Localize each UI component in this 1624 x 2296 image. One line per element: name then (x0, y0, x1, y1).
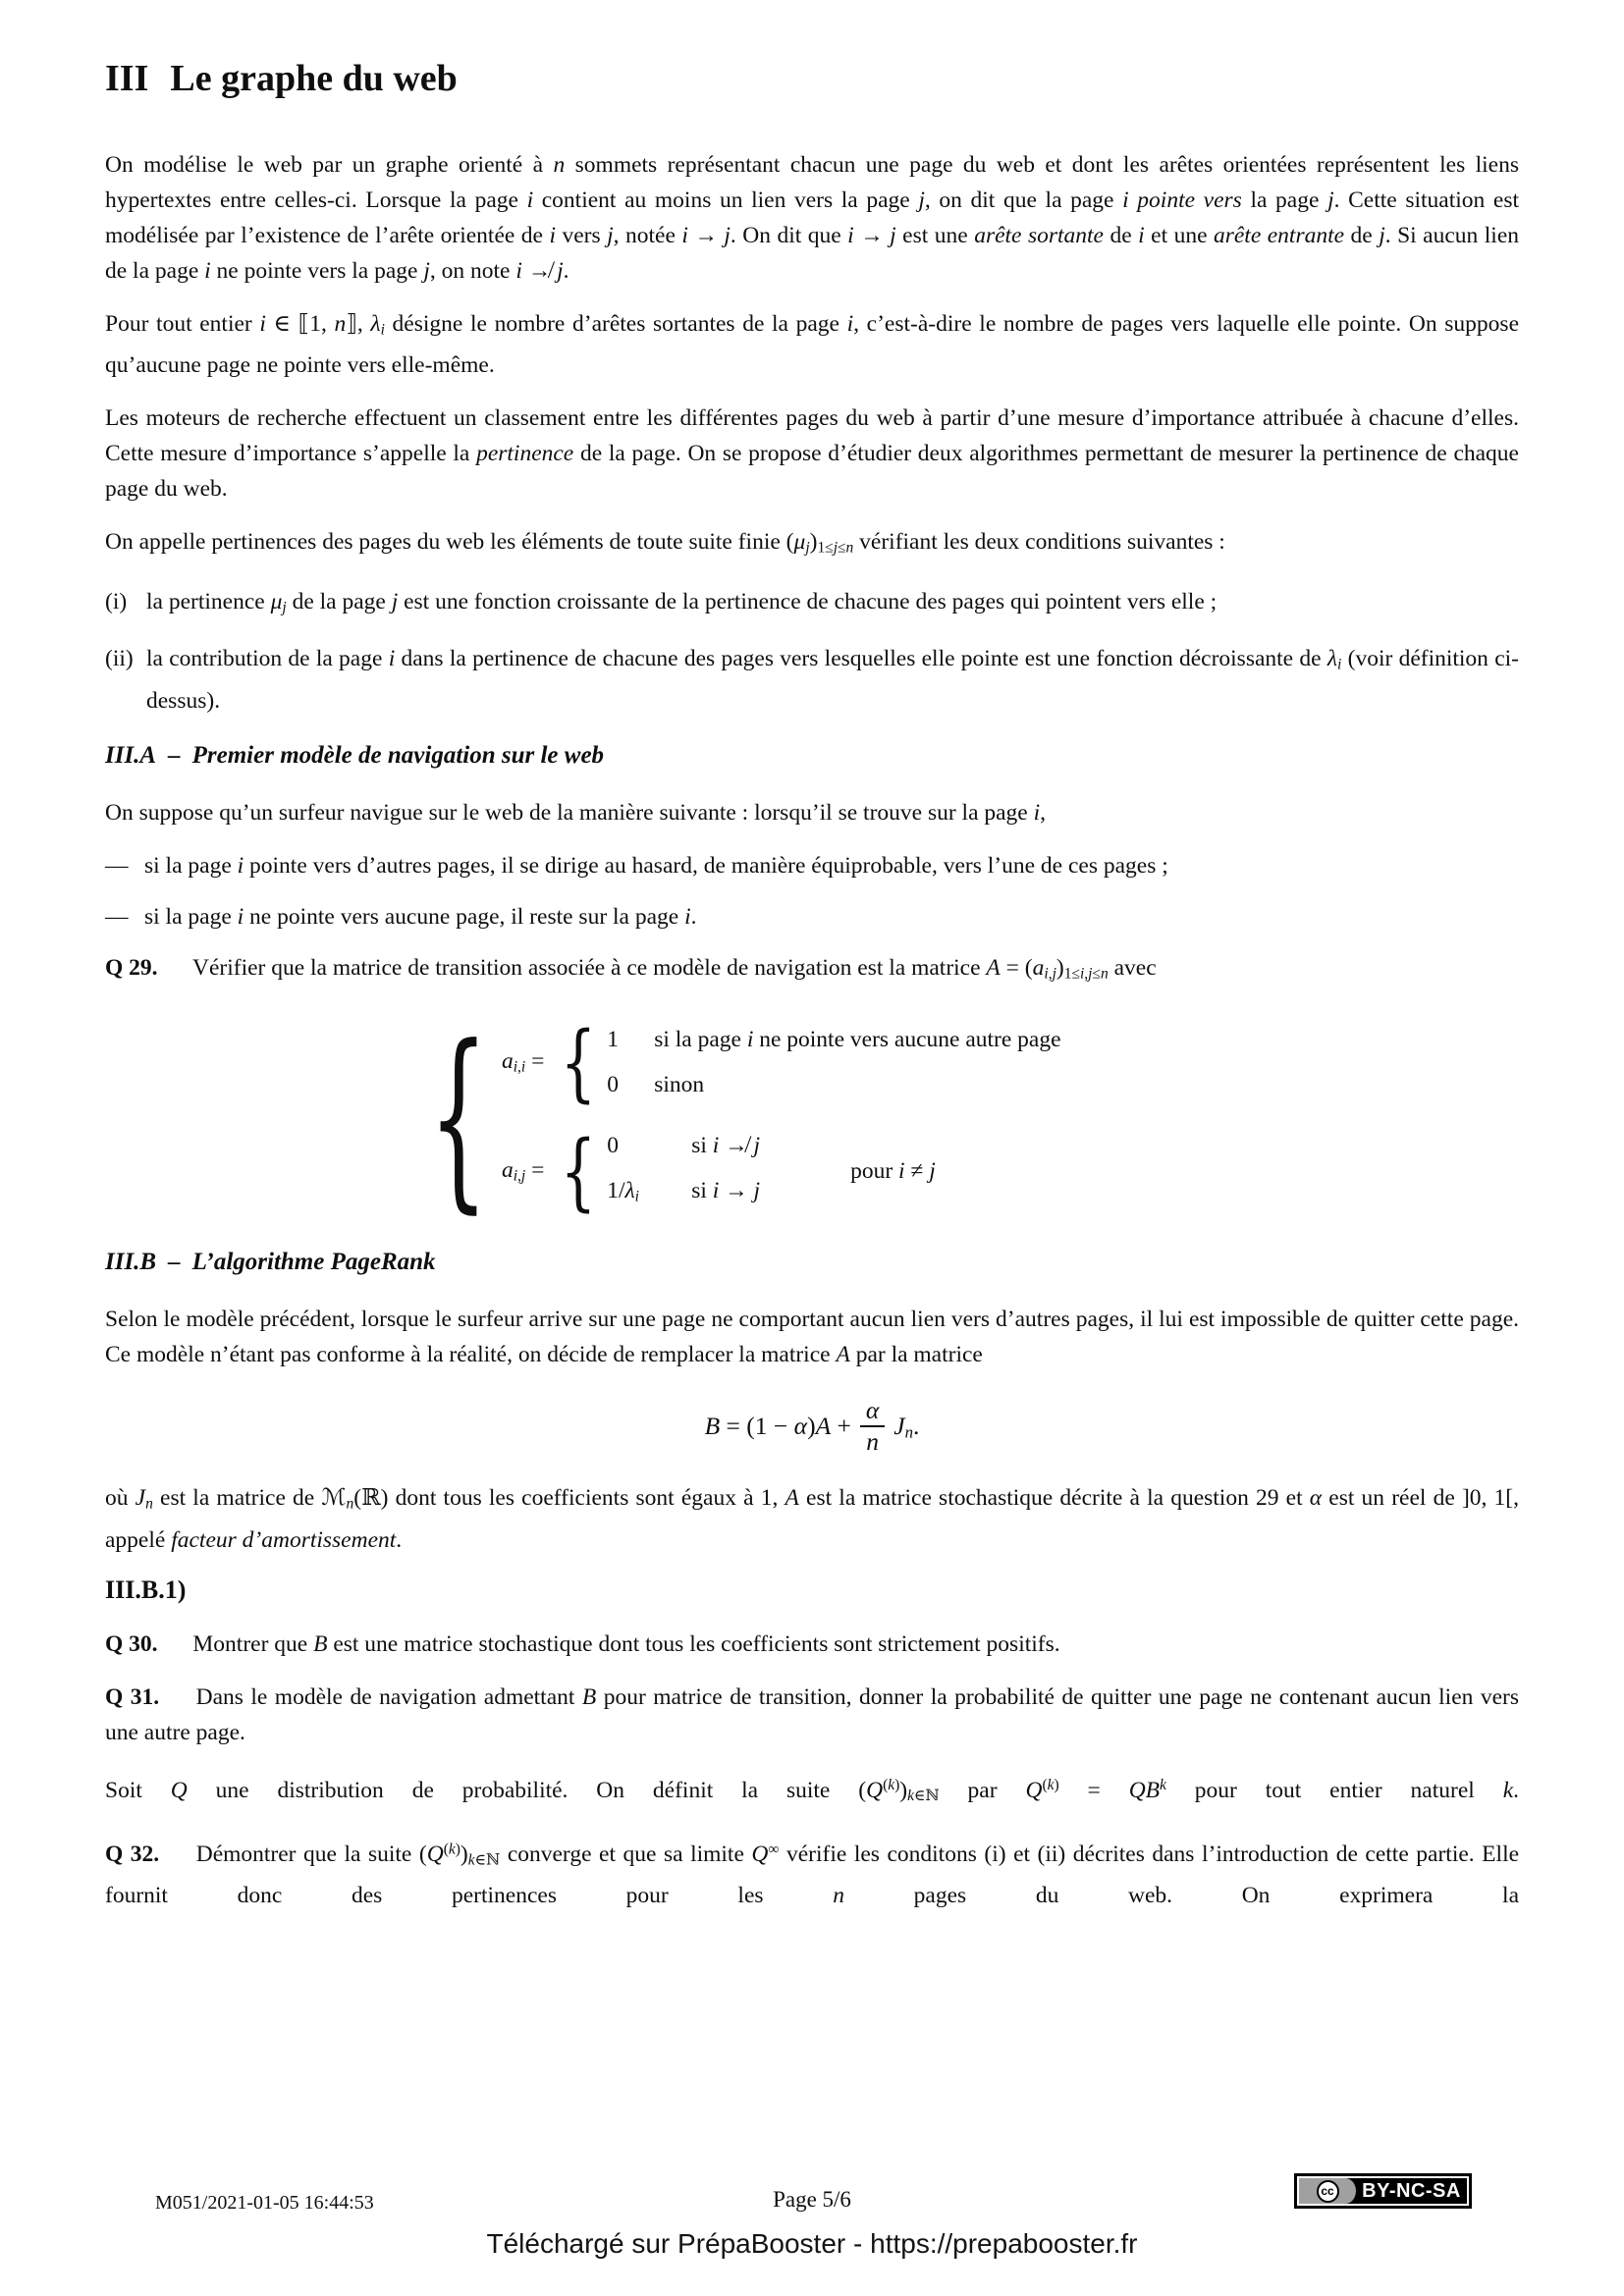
case-line (607, 1127, 760, 1164)
equation-rhs: $J_n$. (893, 1411, 920, 1442)
question-29 (105, 950, 1519, 991)
case-line (607, 1066, 1060, 1103)
cc-logo-panel (1299, 2178, 1356, 2204)
case-value: 1 (607, 1027, 619, 1053)
pagerank-matrix-equation (105, 1390, 1519, 1463)
case-line (607, 1172, 760, 1215)
footer-timestamp: M051/2021-01-05 16:44:53 (155, 2192, 374, 2214)
inner-brace-1: { (560, 1013, 597, 1111)
case-row-aii (501, 1013, 1061, 1111)
section-b-paragraph-2: où $J_n$ est la matrice de ℳ$_n$(ℝ) dont tous les coefficients sont égaux à 1, A est la matrice stochastique décrite à la question 29 et α est un réel de ]0, 1[, appelé facteur d’amortissement. (105, 1485, 1520, 1553)
condition-text-ii: la contribution de la page i dans la pertinence de chacune des pages vers lesquelles elle pointe est une fonction décroissante de $\lambda_i$ (voir définition ci-dessus). (146, 646, 1519, 714)
intro-paragraph-4: On appelle pertinences des pages du web les éléments de toute suite finie $(\mu_j)_{1\le j\le n}$ vérifiant les deux conditions suivantes : (105, 529, 1225, 557)
section-b-paragraph-1: Selon le modèle précédent, lorsque le surfeur arrive sur une page ne comportant aucun lien vers d’autres pages, il lui est impossible de quitter cette page. Ce modèle n’étant pas conforme à la réalité, on décide de remplacer la matrice A par la matrice (105, 1307, 1519, 1368)
case-condition: si i → j (691, 1178, 761, 1204)
section-title-text: Le graphe du web (170, 58, 458, 99)
outer-brace: { (428, 1004, 489, 1232)
case-value: 0 (607, 1133, 619, 1159)
bullet-dash-2: — (105, 903, 129, 930)
bullet-item-1 (105, 848, 1519, 883)
download-source-line: Téléchargé sur PrépaBooster - https://prepabooster.fr (486, 2228, 1138, 2259)
question-32 (105, 1832, 1519, 1913)
question-31-text: Dans le modèle de navigation admettant B pour matrice de transition, donner la probabilité de quitter une page ne contenant aucun lien vers une autre page. (105, 1683, 1520, 1745)
case-lhs-aii: $a_{i,i}$ = (501, 1047, 545, 1076)
condition-label-ii: (ii) (105, 646, 134, 672)
condition-label-i: (i) (105, 588, 128, 614)
section-b-dash: – (168, 1249, 181, 1276)
case-condition: si la page i ne pointe vers aucune autre page (654, 1027, 1061, 1053)
case-line (607, 1021, 1060, 1058)
section-b-heading (105, 1249, 1519, 1276)
section-a-number: III.A (105, 741, 157, 769)
section-b-number: III.B (105, 1249, 157, 1276)
question-30-label: Q 30. (105, 1630, 158, 1657)
intro-paragraph-2: Pour tout entier i ∈ ⟦1, n⟧, $\lambda_i$ désigne le nombre d’arêtes sortantes de la page i, c’est-à-dire le nombre de pages vers laquelle elle pointe. On suppose qu’aucune page ne pointe vers elle-même. (105, 311, 1520, 379)
bullet-dash-1: — (105, 852, 129, 879)
case-lhs-aij: $a_{i,j}$ = (501, 1157, 545, 1185)
condition-item-ii (105, 641, 1519, 718)
section-b-paragraph-3: Soit Q une distribution de probabilité. On définit la suite $(Q^{(k)})_{k\in ℕ}$ par $Q^{(k)} = QB^k$ pour tout entier naturel k. (105, 1776, 1519, 1804)
section-a-paragraph: On suppose qu’un surfeur navigue sur le web de la manière suivante : lorsqu’il se trouve sur la page i, (105, 799, 1047, 826)
condition-text-i: la pertinence $\mu_j$ de la page j est une fonction croissante de la pertinence de chacune des pages qui pointent vers elle ; (146, 588, 1218, 616)
bullet-item-2 (105, 899, 1519, 934)
case-condition: si i ↛ j (691, 1133, 761, 1159)
subsection-b1-heading: III.B.1) (105, 1575, 187, 1604)
condition-item-i (105, 584, 1519, 625)
section-number: III (105, 58, 149, 99)
fraction-denominator: n (866, 1427, 879, 1457)
transition-matrix-cases-equation (417, 1004, 1519, 1232)
question-31 (105, 1680, 1519, 1750)
footer-page-number: Page 5/6 (773, 2187, 851, 2212)
question-32-text: Démontrer que la suite $(Q^{(k)})_{k\in ℕ}$ converge et que sa limite Q∞ vérifie les conditons (i) et (ii) décrites dans l’introduction de cette partie. Elle fournit donc des pertinences pour les n pages du web. On exprimera la (105, 1841, 1520, 1909)
section-a-heading (105, 742, 1519, 770)
section-b-title: L’algorithme PageRank (191, 1249, 436, 1276)
equation-lhs: B = (1 − α)A + (704, 1412, 851, 1441)
question-30 (105, 1627, 1519, 1662)
section-a-title: Premier modèle de navigation sur le web (191, 741, 605, 769)
fraction-numerator: α (860, 1397, 885, 1428)
question-31-label: Q 31. (105, 1683, 160, 1710)
question-30-text: Montrer que B est une matrice stochastique dont tous les coefficients sont strictement positifs. (192, 1630, 1060, 1657)
cc-license-badge (1294, 2173, 1472, 2209)
case-side-condition: pour i ≠ j (850, 1157, 936, 1184)
cc-logo-icon: cc (1317, 2180, 1339, 2203)
bullet-text-2: si la page i ne pointe vers aucune page, il reste sur la page i. (144, 903, 697, 930)
case-value: 0 (607, 1072, 619, 1098)
bullet-text-1: si la page i pointe vers d’autres pages, il se dirige au hasard, de manière équiprobable, vers l’une de ces pages ; (144, 852, 1168, 879)
intro-paragraph-1: On modélise le web par un graphe orienté à n sommets représentant chacun une page du web et dont les arêtes orientées représentent les liens hypertextes entre celles-ci. Lorsque la page i contient au moins un lien vers la page j, on dit que la page i pointe vers la page j. Cette situation est modélisée par l’existence de l’arête orientée de i vers j, notée i → j. On dit que i → j est une arête sortante de i et une arête entrante de j. Si aucun lien de la page i ne pointe vers la page j, on note i ↛ j. (105, 152, 1520, 284)
fraction-alpha-over-n (860, 1397, 885, 1457)
inner-brace-2: { (560, 1122, 597, 1220)
page-title (105, 57, 1519, 100)
case-row-aij (501, 1122, 1061, 1220)
case-condition: sinon (654, 1072, 705, 1098)
question-29-text: Vérifier que la matrice de transition associée à ce modèle de navigation est la matrice $A = (a_{i,j})_{1\le i,j\le n}$ avec (191, 954, 1157, 983)
cases-column (501, 1013, 1061, 1220)
intro-paragraph-3: Les moteurs de recherche effectuent un classement entre les différentes pages du web à partir d’une mesure d’importance attribuée à chacune d’elles. Cette mesure d’importance s’appelle la pertinence de la page. On se propose d’étudier deux algorithmes permettant de mesurer la pertinence de chaque page du web. (105, 405, 1519, 503)
case-value: $1/\lambda_i$ (607, 1178, 639, 1205)
section-a-dash: – (168, 741, 181, 769)
cc-license-label: BY-NC-SA (1362, 2179, 1461, 2202)
question-32-label: Q 32. (105, 1841, 160, 1867)
question-29-label: Q 29. (105, 954, 158, 981)
